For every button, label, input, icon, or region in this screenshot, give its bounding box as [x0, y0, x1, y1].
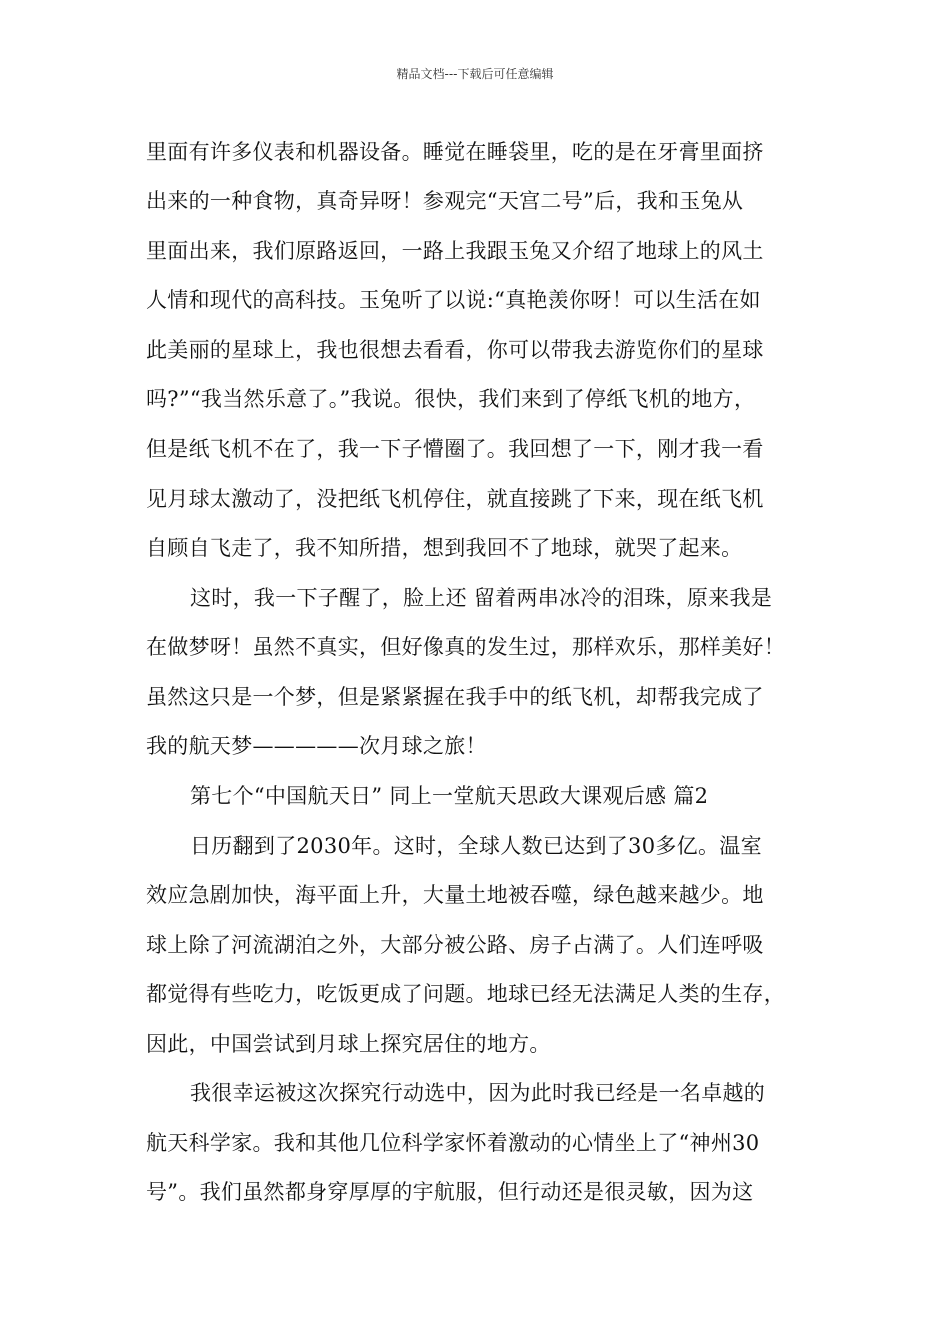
- text-line: 吗?”“我当然乐意了。”我说。很快，我们来到了停纸飞机的地方，: [146, 387, 756, 411]
- text-line: 我的航天梦—————次月球之旅！: [146, 734, 487, 758]
- text-line: 在做梦呀！虽然不真实，但好像真的发生过，那样欢乐，那样美好！: [146, 635, 785, 659]
- text-line: 球上除了河流湖泊之外，大部分被公路、房子占满了。人们连呼吸: [146, 933, 764, 957]
- text-line: 自顾自飞走了，我不知所措，想到我回不了地球，就哭了起来。: [146, 536, 743, 560]
- section-heading: 第七个“中国航天日” 同上一堂航天思政大课观后感 篇2: [190, 784, 709, 808]
- text-line: 号”。我们虽然都身穿厚厚的宇航服，但行动还是很灵敏，因为这: [146, 1180, 754, 1204]
- text-line: 出来的一种食物，真奇异呀！参观完“天宫二号”后，我和玉兔从: [146, 189, 744, 213]
- text-line: 这时，我一下子醒了，脸上还 留着两串冰冷的泪珠，原来我是: [190, 586, 773, 610]
- text-line: 里面有许多仪表和机器设备。睡觉在睡袋里，吃的是在牙膏里面挤: [146, 140, 764, 164]
- text-line: 因此，中国尝试到月球上探究居住的地方。: [146, 1032, 551, 1056]
- page-header: 精品文档---下载后可任意编辑: [396, 67, 554, 81]
- text-line: 里面出来，我们原路返回，一路上我跟玉兔又介绍了地球上的风土: [146, 239, 764, 263]
- text-line: 见月球太激动了，没把纸飞机停住，就直接跳了下来，现在纸飞机: [146, 487, 764, 511]
- text-line: 都觉得有些吃力，吃饭更成了问题。地球已经无法满足人类的生存，: [146, 982, 785, 1006]
- text-line: 人情和现代的高科技。玉兔听了以说:“真艳羡你呀！可以生活在如: [146, 288, 761, 312]
- text-line: 但是纸飞机不在了，我一下子懵圈了。我回想了一下，刚才我一看: [146, 437, 764, 461]
- text-line: 日历翻到了2030年。这时，全球人数已达到了30多亿。温室: [190, 834, 762, 858]
- text-line: 效应急剧加快，海平面上升，大量土地被吞噬，绿色越来越少。地: [146, 883, 764, 907]
- text-line: 航天科学家。我和其他几位科学家怀着激动的心情坐上了“神州30: [146, 1131, 760, 1155]
- text-line: 此美丽的星球上，我也很想去看看，你可以带我去游览你们的星球: [146, 338, 764, 362]
- text-line: 我很幸运被这次探究行动选中，因为此时我已经是一名卓越的: [190, 1081, 766, 1105]
- text-line: 虽然这只是一个梦，但是紧紧握在我手中的纸飞机，却帮我完成了: [146, 685, 764, 709]
